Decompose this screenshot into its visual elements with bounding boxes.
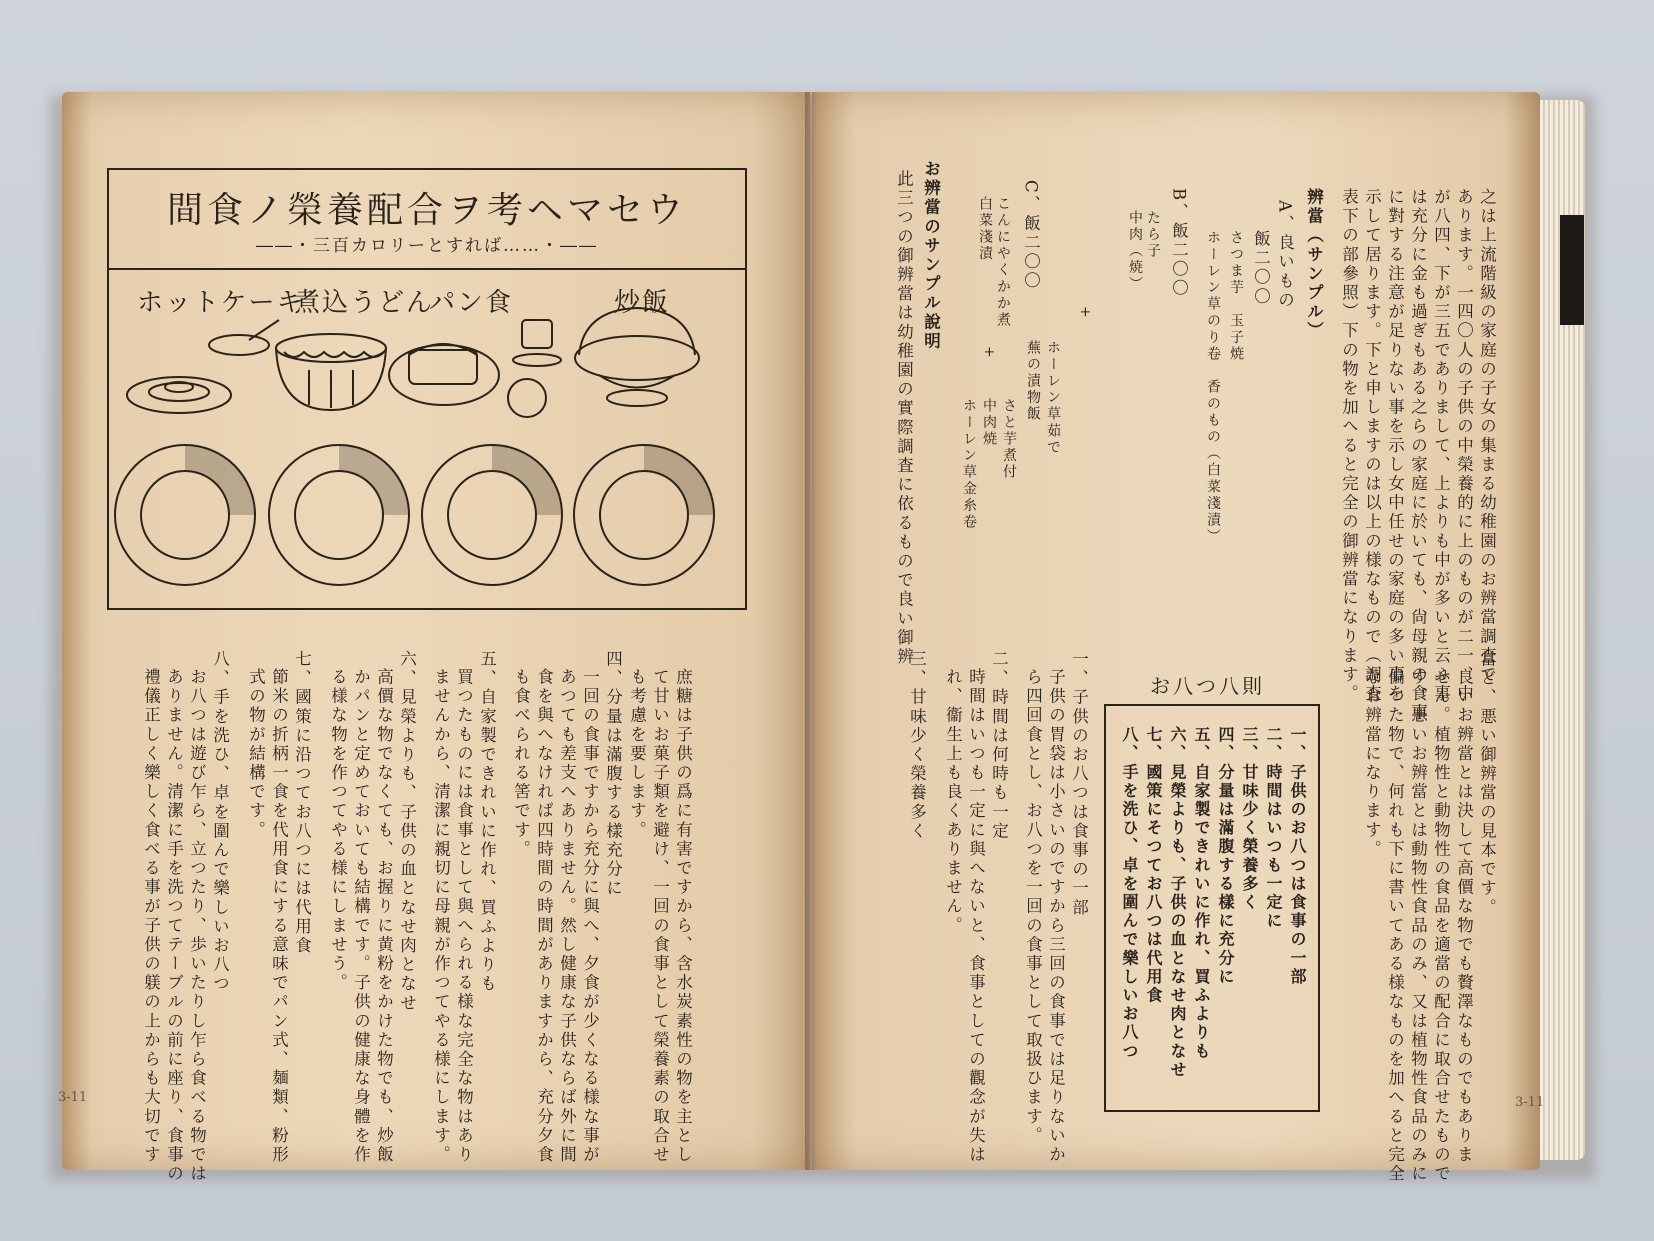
left-line-19: 庶糖は子供の爲に有害ですから、含水炭素性の物を主とし xyxy=(673,668,693,1165)
food-label-fried-rice: 炒飯 xyxy=(614,288,671,318)
bento-b-item-3: ホーレン草茹で xyxy=(1045,340,1061,457)
rules-text-3: 二、時間は何時も一定 xyxy=(989,650,1009,841)
illustration-subtitle: ――・三百カロリーとすれば……・―― xyxy=(256,236,598,256)
nutrition-illustration xyxy=(107,168,747,610)
left-line-18: も食べられる筈です。 xyxy=(511,668,531,859)
rules-text-1: 子供の胃袋は小さいのですから三回の食事では足りないか xyxy=(1046,668,1066,1165)
rule-3: 三、甘味少く榮養多く xyxy=(1240,726,1259,912)
right-upper-line-3: は充分に金も過ぎもある之らの家庭に於いても、尙母親の食事 xyxy=(1408,188,1428,723)
bento-a-label: A、良いもの xyxy=(1275,200,1295,311)
udon-bowl-icon xyxy=(276,334,386,410)
right-lower-line-2: せん。植物性と動物性の食品を適當の配合に取合せたもので xyxy=(1431,668,1451,1184)
left-line-1: お八つは遊び乍ら、立つたり、歩いたりし乍ら食べる物では xyxy=(187,668,207,1184)
index-tab xyxy=(1560,215,1584,325)
bento-b-label: B、飯二〇〇 xyxy=(1169,188,1189,299)
illustration-title: 間食ノ榮養配合ヲ考ヘマセウ xyxy=(166,190,687,231)
left-page-number: 3-11 xyxy=(58,1090,88,1105)
gutter-shadow xyxy=(805,92,817,1170)
bento-c-item-1: 白菜淺漬 xyxy=(977,196,993,263)
bento-b-item-1: 中肉（焼） xyxy=(1127,210,1143,293)
left-line-15: 一回の食事ですから充分に與へ、夕食が少くなる様な事が xyxy=(580,668,600,1165)
bento-heading: 辨當（サンプル） xyxy=(1304,188,1324,341)
bread-plate-icon xyxy=(389,320,561,417)
rules-text-6: 三、甘味少く榮養多く xyxy=(907,650,927,841)
bento-note-heading: お辨當のサンプル說明 xyxy=(921,160,941,351)
bento-c-plus: + xyxy=(981,346,997,361)
bento-note: 此三つの御辨當は幼稚園の實際調査に依るもので良い御辨 xyxy=(894,170,914,667)
bento-b-item-0: たら子 xyxy=(1145,210,1161,260)
hotcake-plate-icon xyxy=(127,320,279,413)
left-line-10: る様な物を作つてやる様にしませう。 xyxy=(328,668,348,993)
left-line-8: 高價な物でなくても、お握りに黄粉をかけた物でも、炒飯 xyxy=(374,668,394,1165)
bento-c-label: C、飯二〇〇 xyxy=(1021,180,1041,291)
bento-a-item-1: さつま芋 玉子焼 xyxy=(1228,230,1244,363)
right-upper-line-4: に對する注意が足りない事を示し女中任せの家庭の多い事を xyxy=(1385,188,1405,704)
left-line-13: ませんから、清潔に親切に母親が作つてやる様にします。 xyxy=(431,668,451,1165)
left-heading-4: 四、分量は滿腹する樣充分に xyxy=(603,650,623,899)
left-line-3: 禮儀正しく樂しく食べる事が子供の躾の上からも大切です xyxy=(141,668,161,1165)
left-line-21: も考慮を要します。 xyxy=(627,668,647,840)
right-upper-line-0: 之は上流階級の家庭の子女の集まる幼稚園のお辨當調査で xyxy=(1477,188,1497,685)
right-upper-line-6: 表下の部參照）下の物を加へると完全の御辨當になります。 xyxy=(1339,188,1359,704)
left-line-12: 買つたものには食事として與へられる様な完全な物はあり xyxy=(454,668,474,1165)
rules-text-0: 一、子供のお八つは食事の一部 xyxy=(1069,650,1089,918)
right-lower-line-1: 良いお辨當とは決して高價な物でも贅澤なものでもありま xyxy=(1454,668,1474,1165)
bento-c-item-5: ホーレン草金糸卷 xyxy=(961,398,977,531)
rules-text-2: ら四回食とし、お八つを一回の食事として取扱ひます。 xyxy=(1023,668,1043,1146)
bento-c-item-0: こんにやくかか煮 xyxy=(995,196,1011,329)
right-lower-line-5: なお辨當になります。 xyxy=(1362,668,1382,859)
food-drawings xyxy=(109,170,745,608)
bento-c-item-3: さと芋煮付 xyxy=(1001,398,1017,481)
rule-6: 六、見榮よりも、子供の血となせ肉となせ xyxy=(1168,726,1187,1080)
bento-a-item-2: ホーレン草のり卷 香のもの（白菜淺漬） xyxy=(1205,230,1221,546)
bento-b-plus: + xyxy=(1077,306,1093,321)
right-upper-line-5: 示して居ります。下と申しますのは以上の様なもので（調査 xyxy=(1362,188,1382,704)
right-lower-line-3: す。悪いお辨當とは動物性食品のみ、又は植物性食品のみに xyxy=(1408,668,1428,1184)
fried-rice-plate-icon xyxy=(575,308,699,406)
left-line-6: 式の物が結構です。 xyxy=(246,668,266,840)
right-upper-line-1: あります。一四〇人の子供の中榮養的に上のものが二一、中 xyxy=(1454,188,1474,704)
right-lower-line-0: 當と、悪い御辨當の見本です。 xyxy=(1477,650,1497,918)
left-line-20: て甘いお菓子類を避け、一回の食事として榮養素の取合せ xyxy=(650,668,670,1165)
rules-box-title: お八つ八則 xyxy=(1150,674,1265,698)
right-upper-line-2: が八四、下が三五でありまして、上よりも中が多いと云ふ事 xyxy=(1431,188,1451,704)
food-label-bread: パン食 xyxy=(429,288,514,318)
bento-b-item-4: 蕪の漬物飯 xyxy=(1025,340,1041,423)
bento-a-item-0: 飯二〇〇 xyxy=(1251,230,1271,307)
rule-8: 八、手を洗ひ、卓を圍んで樂しいお八つ xyxy=(1120,726,1139,1061)
left-line-5: 節米の折柄一食を代用食にする意味でパン式、麺類、粉形 xyxy=(269,668,289,1165)
rule-7: 七、國策にそつてお八つは代用食 xyxy=(1144,726,1163,1005)
left-line-9: かパンと定めておいても結構です。子供の健康な身體を作 xyxy=(351,668,371,1165)
left-line-17: 食を與へなければ四時間の時間がありますから、充分夕食 xyxy=(534,668,554,1165)
left-heading-7: 七、國策に沿つてお八つには代用食 xyxy=(292,650,312,956)
food-label-hotcake: ホットケーキ xyxy=(137,288,305,318)
right-lower-line-4: 偏つた物で、何れも下に書いてある様なものを加へると完全 xyxy=(1385,668,1405,1184)
left-line-2: ありません。清潔に手を洗つてテーブルの前に座り、食事の xyxy=(164,668,184,1184)
rule-5: 五、自家製できれいに作れ、買ふよりも xyxy=(1192,726,1211,1061)
right-page-number: 3-11 xyxy=(1515,1095,1545,1110)
rule-1: 一、子供のお八つは食事の一部 xyxy=(1288,726,1307,987)
bento-c-item-4: 中肉焼 xyxy=(981,398,997,448)
rule-4: 四、分量は滿腹する樣に充分に xyxy=(1216,726,1235,987)
rules-text-4: 時間はいつも一定に與へないと、食事としての觀念が失は xyxy=(966,668,986,1165)
left-heading-5: 五、自家製できれいに作れ、買ふよりも xyxy=(477,650,497,994)
rules-text-5: れ、衞生上も良くありません。 xyxy=(943,668,963,936)
rule-2: 二、時間はいつも一定に xyxy=(1264,726,1283,931)
left-heading-8: 八、手を洗ひ、卓を圍んで樂しいお八つ xyxy=(210,650,230,994)
food-label-udon: 煮込うどん xyxy=(294,288,435,318)
left-heading-6: 六、見榮よりも、子供の血となせ肉となせ xyxy=(397,650,417,1013)
left-line-16: あつても差支へありません。然し健康な子供ならば外に間 xyxy=(557,668,577,1165)
